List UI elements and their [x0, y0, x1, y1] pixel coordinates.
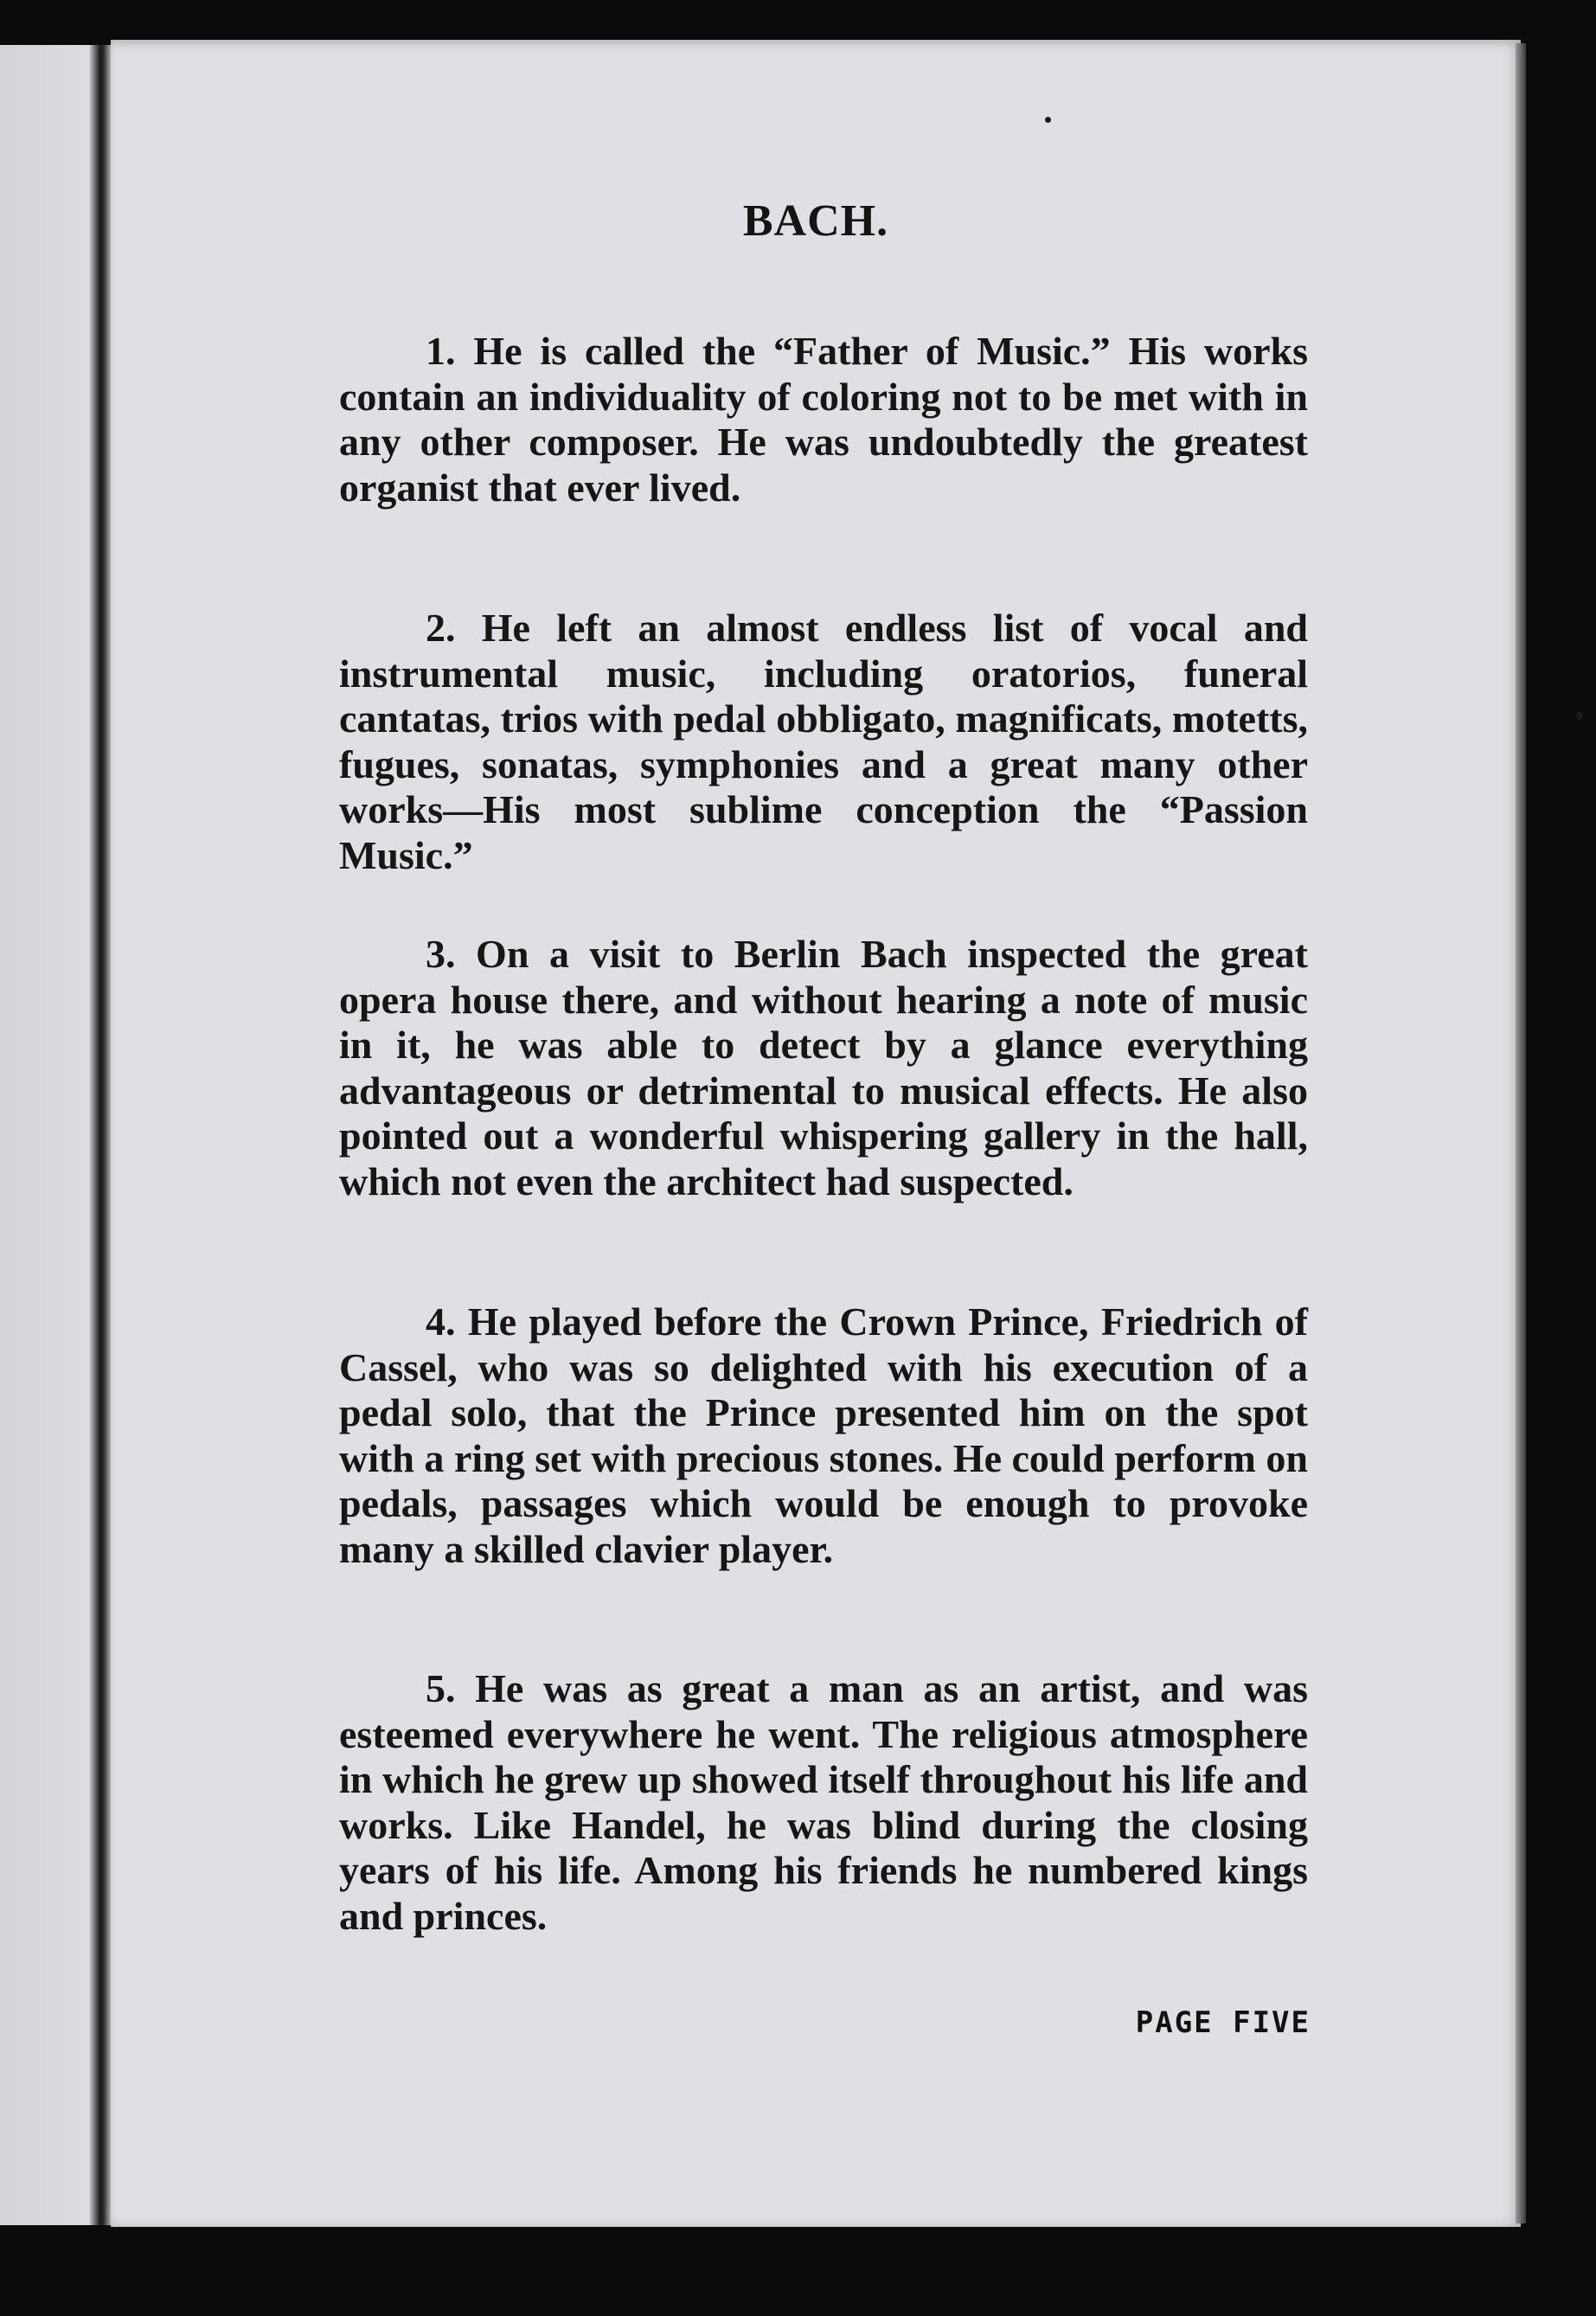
scan-speck — [1045, 117, 1051, 123]
page-number-footer: PAGE FIVE — [1135, 2005, 1311, 2040]
paragraph-3: 3. On a visit to Berlin Bach inspected the great opera house there, and without hearing a note of music in it, he was able to detect by a glance everything advantageous or detrimental to musical effects. He also pointed out a wonderful whispering gallery in the hall, which not even the architect had suspected. — [339, 932, 1308, 1203]
paragraph-2: 2. He left an almost endless list of vocal and instrumental music, including oratorios, funeral cantatas, trios with pedal obbligato, magnificats, motetts, fugues, sonatas, symphonies and a great many other works—His most sublime conception the “Passion Music.” — [339, 606, 1308, 877]
paragraph-1: 1. He is called the “Father of Music.” His works contain an individuality of coloring not to be met with in any other composer. He was undoubtedly the greatest organist that ever lived. — [339, 329, 1308, 510]
page-right-edge — [1516, 43, 1526, 2223]
book-spine-shadow — [90, 45, 112, 2225]
scan-speck — [1576, 711, 1583, 720]
page-title: BACH. — [742, 196, 889, 246]
paragraph-5: 5. He was as great a man as an artist, and was esteemed everywhere he went. The religious atmosphere in which he grew up showed itself throughout his life and works. Like Handel, he was blind during the closing years of his life. Among his friends he numbered kings and princes. — [339, 1666, 1308, 1938]
paragraph-4: 4. He played before the Crown Prince, Friedrich of Cassel, who was so delighted with his execution of a pedal solo, that the Prince presented him on the spot with a ring set with precious stones. He could perform on pedals, passages which would be enough to provoke many a skilled clavier player. — [339, 1299, 1308, 1571]
